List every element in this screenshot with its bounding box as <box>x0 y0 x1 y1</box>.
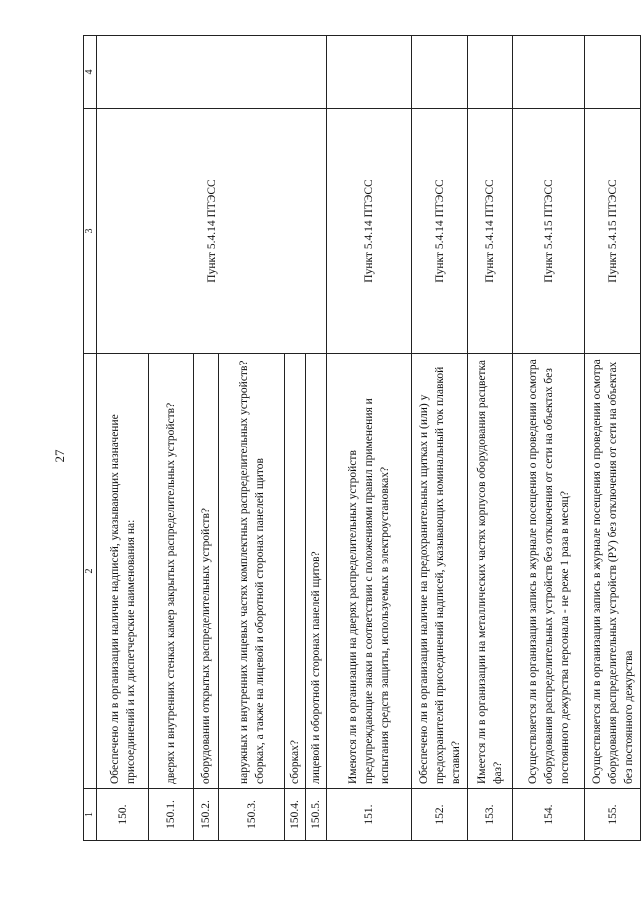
page-number: 27 <box>52 449 67 463</box>
table-landscape-wrapper <box>83 36 635 841</box>
row-reference: Пункт 5.4.15 ПТЭСС <box>513 109 585 354</box>
row-question: Обеспечено ли в организации наличие надписей, указывающих назначение присоединений и их диспетчерские наименования на: <box>97 354 149 789</box>
row-number: 155. <box>585 789 641 841</box>
table-row <box>327 36 412 841</box>
row-number: 150.3. <box>219 789 285 841</box>
table-row <box>412 36 468 841</box>
row-question: наружных и внутренних лицевых частях комплектных распределительных устройств? сборках, а также на лицевой и оборотной сторонах панелей щитов <box>219 354 285 789</box>
row-number: 154. <box>513 789 585 841</box>
row-notes <box>585 36 641 109</box>
row-number: 152. <box>412 789 468 841</box>
row-number: 150. <box>97 789 149 841</box>
table-row <box>513 36 585 841</box>
row-question: оборудовании открытых распределительных устройств? <box>194 354 219 789</box>
row-number: 150.2. <box>194 789 219 841</box>
row-notes <box>412 36 468 109</box>
row-question: лицевой и оборотной сторонах панелей щитов? <box>306 354 327 789</box>
row-question: Имеется ли в организации на металлических частях корпусов оборудования расцветка фаз? <box>468 354 513 789</box>
row-number: 150.1. <box>149 789 194 841</box>
checklist-table <box>83 35 641 841</box>
row-question: сборках? <box>285 354 306 789</box>
table-rotation-frame <box>83 36 635 841</box>
table-row <box>585 36 641 841</box>
row-question: дверях и внутренних стенках камер закрытых распределительных устройств? <box>149 354 194 789</box>
row-question: Обеспечено ли в организации наличие на предохранительных щитках и (или) у предохранителей присоединений надписей, указывающих номинальный ток плавкой вставки? <box>412 354 468 789</box>
row-reference: Пункт 5.4.14 ПТЭСС <box>97 109 327 354</box>
row-notes <box>327 36 412 109</box>
row-question: Имеются ли в организации на дверях распределительных устройств предупреждающие знаки в соответствии с положениями правил применения и испытания средств защиты, используемых в электроустановках? <box>327 354 412 789</box>
column-header: 3 <box>84 109 97 354</box>
row-number: 150.4. <box>285 789 306 841</box>
row-reference: Пункт 5.4.14 ПТЭСС <box>412 109 468 354</box>
column-header: 2 <box>84 354 97 789</box>
row-reference: Пункт 5.4.14 ПТЭСС <box>468 109 513 354</box>
row-reference: Пункт 5.4.15 ПТЭСС <box>585 109 641 354</box>
row-number: 153. <box>468 789 513 841</box>
row-question: Осуществляется ли в организации запись в журнале посещения о проведении осмотра оборудования распределительных устройств без отключения от сети на объектах без постоянного дежурства персонала - не реже 1 раза в месяц? <box>513 354 585 789</box>
column-header: 4 <box>84 36 97 109</box>
row-number: 150.5. <box>306 789 327 841</box>
row-reference: Пункт 5.4.14 ПТЭСС <box>327 109 412 354</box>
column-header: 1 <box>84 789 97 841</box>
row-notes <box>513 36 585 109</box>
header-row <box>84 36 97 841</box>
row-number: 151. <box>327 789 412 841</box>
row-notes <box>97 36 327 109</box>
table-row <box>468 36 513 841</box>
table-row <box>97 36 149 841</box>
row-question: Осуществляется ли в организации запись в журнале посещения о проведении осмотра оборудования распределительных устройств (РУ) без отключения от сети на объектах без постоянного дежурства <box>585 354 641 789</box>
row-notes <box>468 36 513 109</box>
